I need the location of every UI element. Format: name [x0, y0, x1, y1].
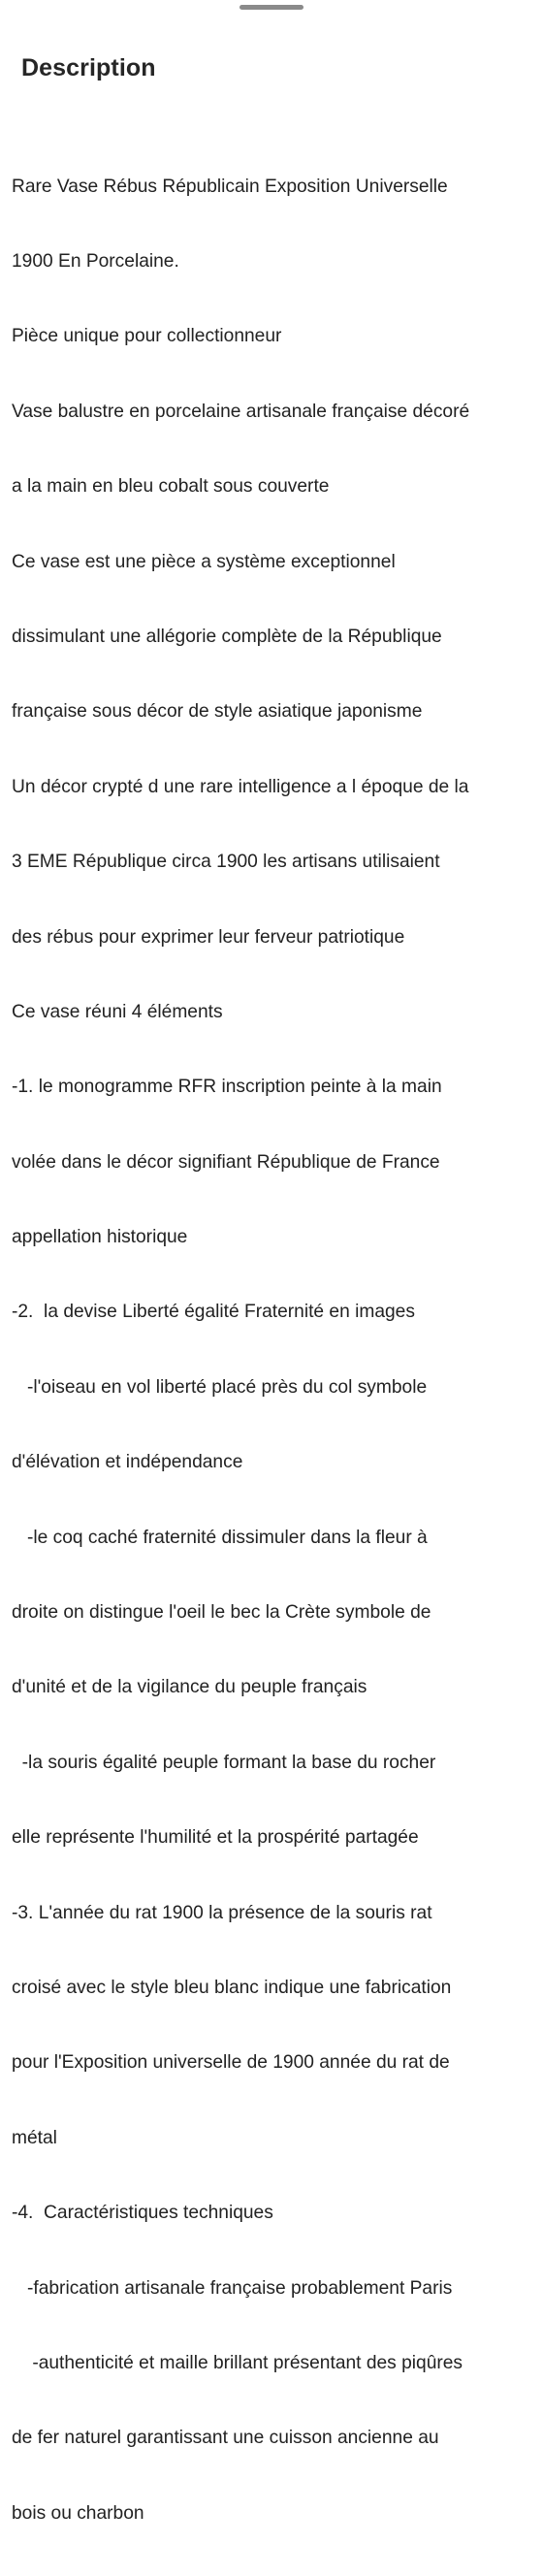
- description-line: d'élévation et indépendance: [12, 1452, 243, 1473]
- description-line: 1900 En Porcelaine.: [12, 250, 179, 272]
- description-line: Rare Vase Rébus Républicain Exposition Universelle: [12, 176, 448, 197]
- description-line: -authenticité et maille brillant présentant des piqûres: [12, 2352, 463, 2373]
- description-line: dissimulant une allégorie complète de la République: [12, 626, 442, 647]
- description-line: -le coq caché fraternité dissimuler dans la fleur à: [12, 1527, 428, 1548]
- description-line: des rébus pour exprimer leur ferveur patriotique: [12, 926, 405, 948]
- description-line: -fabrication artisanale française probablement Paris: [12, 2277, 453, 2299]
- description-line: de fer naturel garantissant une cuisson ancienne au: [12, 2428, 439, 2449]
- description-line: française sous décor de style asiatique japonisme: [12, 701, 423, 723]
- description-line: -l'oiseau en vol liberté placé près du col symbole: [12, 1376, 428, 1398]
- description-line: -2. la devise Liberté égalité Fraternité en images: [12, 1302, 415, 1323]
- sheet-drag-handle[interactable]: [240, 5, 303, 10]
- sheet-title: Description: [21, 54, 156, 81]
- description-line: elle représente l'humilité et la prospérité partagée: [12, 1827, 419, 1849]
- description-line: 3 EME République circa 1900 les artisans utilisaient: [12, 852, 440, 873]
- description-text: [12, 124, 541, 2576]
- description-line: Vase balustre en porcelaine artisanale française décoré: [12, 401, 470, 422]
- description-line: Pièce unique pour collectionneur: [12, 326, 282, 347]
- description-line: pour l'Exposition universelle de 1900 année du rat de: [12, 2052, 450, 2074]
- description-line: bois ou charbon: [12, 2502, 144, 2524]
- description-line: métal: [12, 2127, 57, 2148]
- description-line: volée dans le décor signifiant République de France: [12, 1151, 440, 1173]
- description-line: Ce vase réuni 4 éléments: [12, 1001, 223, 1022]
- description-line: Un décor crypté d une rare intelligence a l époque de la: [12, 776, 469, 797]
- description-line: appellation historique: [12, 1227, 188, 1248]
- description-line: -la souris égalité peuple formant la base du rocher: [12, 1752, 436, 1773]
- description-line: Ce vase est une pièce a système exceptionnel: [12, 551, 396, 572]
- description-line: d'unité et de la vigilance du peuple français: [12, 1677, 367, 1698]
- description-line: -4. Caractéristiques techniques: [12, 2203, 273, 2224]
- description-line: -1. le monogramme RFR inscription peinte à la main: [12, 1077, 442, 1098]
- description-line: -3. L'année du rat 1900 la présence de la souris rat: [12, 1902, 432, 1923]
- description-line: a la main en bleu cobalt sous couverte: [12, 476, 330, 498]
- description-line: croisé avec le style bleu blanc indique une fabrication: [12, 1977, 452, 1998]
- description-line: droite on distingue l'oeil le bec la Crète symbole de: [12, 1602, 431, 1624]
